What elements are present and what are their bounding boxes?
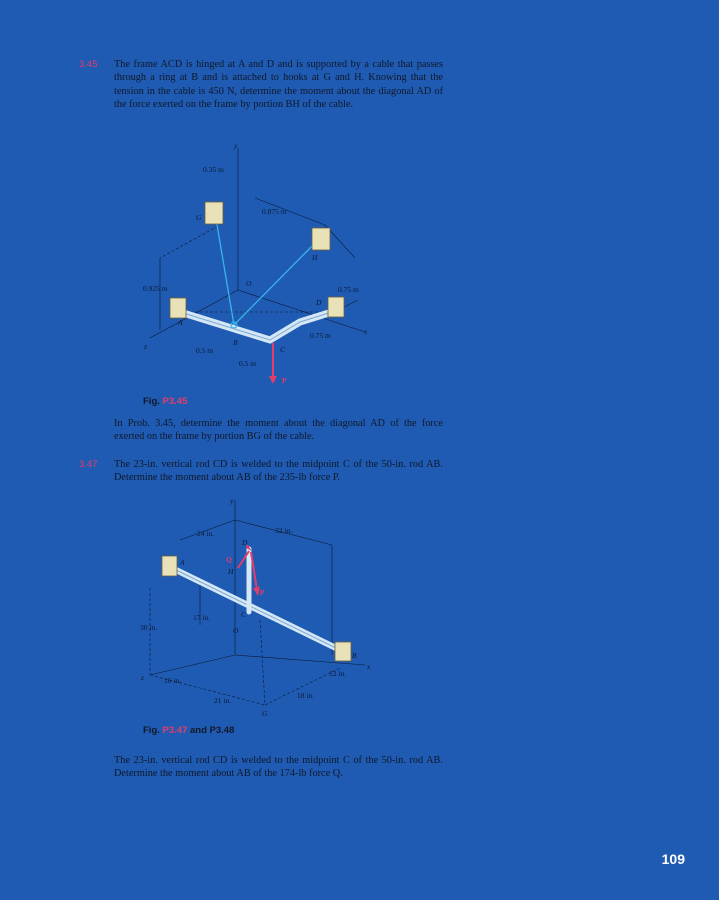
dim-24: 24 in.	[197, 529, 215, 538]
problem-text: In Prob. 3.45, determine the moment about the diagonal AD of the force exerted on the frame by portion BG of the cable.	[114, 418, 443, 443]
dim-0875: 0.875 m	[262, 207, 287, 216]
dim-035: 0.35 m	[203, 165, 224, 174]
axis-z-label: z	[144, 342, 147, 351]
axis-x-label: x	[367, 662, 371, 671]
axis-y-label: y	[234, 141, 238, 150]
dim-32: 32 in.	[275, 526, 293, 535]
problem-text: The frame ACD is hinged at A and D and is supported by a cable that passes through a ring at B and is attached to hooks at G and H. Knowing that the tension in the cable is 450 N, determine the moment about the diagonal AD of the force exerted on the frame by portion BH of the cable.	[114, 59, 443, 111]
point-o-label: O	[233, 626, 239, 635]
point-a-label: A	[178, 318, 183, 327]
force-p-label: P	[260, 588, 265, 597]
problem-number: 3.47	[79, 459, 98, 470]
figure-caption-p3-47	[143, 725, 234, 736]
dim-16: 16 in.	[164, 676, 182, 685]
point-c-label: C	[280, 345, 286, 354]
point-b-label: B	[352, 651, 357, 660]
dim-05-b: 0.5 m	[239, 359, 257, 368]
dim-30: 30 in.	[140, 623, 158, 632]
point-h-label: H	[312, 253, 318, 262]
dim-05-a: 0.5 m	[196, 346, 214, 355]
dim-075-b: 0.75 m	[310, 331, 331, 340]
point-d-label: D	[242, 538, 248, 547]
point-a-label: A	[180, 558, 185, 567]
point-g-label: G	[262, 709, 268, 718]
point-h-label: H	[228, 567, 234, 576]
problem-text: The 23-in. vertical rod CD is welded to the midpoint C of the 50-in. rod AB. Determine the moment about AB of the 235-lb force P.	[114, 459, 443, 484]
caption-suffix: and P3.48	[190, 725, 235, 736]
axis-y-label: y	[230, 496, 234, 505]
point-g-label: G	[196, 213, 202, 222]
dim-17: 17 in.	[193, 613, 211, 622]
dim-075-a: 0.75 m	[338, 285, 359, 294]
force-q-label: Q	[226, 555, 232, 564]
dim-0925: 0.925 m	[143, 284, 168, 293]
caption-prefix: Fig.	[143, 396, 160, 407]
problem-number: 3.45	[79, 59, 98, 70]
caption-prefix: Fig.	[143, 725, 160, 736]
force-p-label: P	[282, 376, 287, 385]
dim-12: 12 in.	[329, 669, 347, 678]
caption-ref: P3.47	[162, 725, 188, 736]
dim-18: 18 in.	[297, 691, 315, 700]
point-b-label: B	[233, 338, 238, 347]
page-number: 109	[661, 851, 685, 867]
point-o-label: O	[246, 279, 252, 288]
problem-text: The 23-in. vertical rod CD is welded to the midpoint C of the 50-in. rod AB. Determine the moment about AB of the 174-lb force Q.	[114, 755, 443, 780]
axis-z-label: z	[141, 673, 144, 682]
axis-x-label: x	[364, 327, 368, 336]
caption-ref: P3.45	[162, 396, 188, 407]
dim-21: 21 in.	[214, 696, 232, 705]
point-d-label: D	[316, 298, 322, 307]
point-c-label: C	[241, 610, 247, 619]
